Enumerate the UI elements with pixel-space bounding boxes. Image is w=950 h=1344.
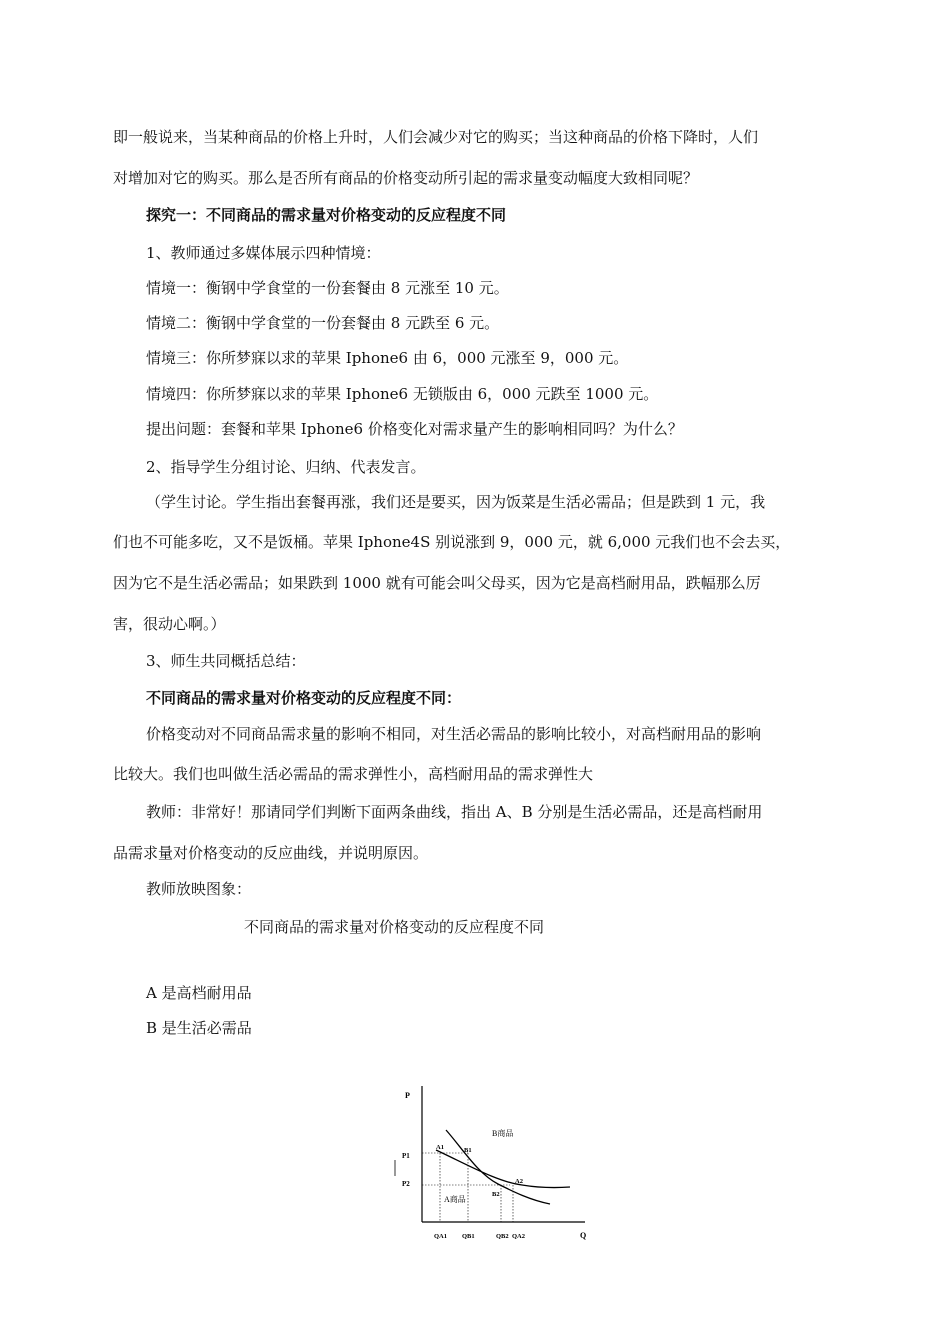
- paragraph-line: 们也不可能多吃，又不是饭桶。苹果 Iphone4S 别说涨到 9，000 元，就 6,000 元我们也不会去买，: [113, 533, 791, 551]
- point-label-b1: B1: [464, 1147, 472, 1154]
- paragraph-line: 比较大。我们也叫做生活必需品的需求弹性小，高档耐用品的需求弹性大: [113, 765, 594, 783]
- paragraph-line: 提出问题：套餐和苹果 Iphone6 价格变化对需求量产生的影响相同吗？为什么？: [146, 420, 683, 438]
- curve-a-label: A商品: [444, 1195, 466, 1204]
- tick-label-qb2: QB2: [496, 1233, 509, 1240]
- figure-caption: 不同商品的需求量对价格变动的反应程度不同: [244, 918, 545, 936]
- paragraph-line: 害，很动心啊。）: [113, 615, 226, 633]
- point-label-b2: B2: [492, 1191, 500, 1198]
- paragraph-line: 3、师生共同概括总结：: [146, 652, 306, 670]
- paragraph-line: 情境四：你所梦寐以求的苹果 Iphone6 无锁版由 6，000 元跌至 1000 元。: [146, 385, 659, 403]
- section-heading: 不同商品的需求量对价格变动的反应程度不同：: [146, 689, 462, 707]
- price-label-p2: P2: [402, 1180, 410, 1188]
- section-heading: 探究一：不同商品的需求量对价格变动的反应程度不同: [146, 206, 507, 224]
- curve-b-label: B商品: [492, 1129, 514, 1138]
- paragraph-line: 情境三：你所梦寐以求的苹果 Iphone6 由 6，000 元涨至 9，000 元。: [146, 349, 629, 367]
- paragraph-line: 对增加对它的购买。那么是否所有商品的价格变动所引起的需求量变动幅度大致相同呢？: [113, 169, 699, 187]
- point-label-a2: A2: [515, 1178, 523, 1185]
- paragraph-line: 1、教师通过多媒体展示四种情境：: [146, 244, 381, 262]
- curve-a-line: [436, 1150, 570, 1188]
- paragraph-line: 情境一：衡钢中学食堂的一份套餐由 8 元涨至 10 元。: [146, 279, 509, 297]
- tick-label-qa2: QA2: [512, 1233, 525, 1240]
- tick-label-qb1: QB1: [462, 1233, 475, 1240]
- demand-curve-diagram: [380, 1078, 610, 1253]
- x-axis-label: Q: [580, 1231, 587, 1240]
- paragraph-line: 品需求量对价格变动的反应曲线，并说明原因。: [113, 844, 429, 862]
- price-label-p1: P1: [402, 1152, 410, 1160]
- paragraph-line: 2、指导学生分组讨论、归纳、代表发言。: [146, 458, 426, 476]
- paragraph-line: 价格变动对不同商品需求量的影响不相同，对生活必需品的影响比较小，对高档耐用品的影响: [146, 725, 762, 743]
- answer-line: B 是生活必需品: [146, 1019, 252, 1037]
- paragraph-line: 教师放映图象：: [146, 880, 252, 898]
- point-label-a1: A1: [436, 1144, 444, 1151]
- paragraph-line: 因为它不是生活必需品；如果跌到 1000 就有可能会叫父母买，因为它是高档耐用品，跌幅那么厉: [113, 574, 761, 592]
- answer-line: A 是高档耐用品: [146, 984, 252, 1002]
- paragraph-line: 即一般说来，当某种商品的价格上升时，人们会减少对它的购买；当这种商品的价格下降时，人们: [113, 128, 759, 146]
- paragraph-line: （学生讨论。学生指出套餐再涨，我们还是要买，因为饭菜是生活必需品；但是跌到 1 元，我: [146, 493, 766, 511]
- y-axis-label: P: [405, 1091, 410, 1100]
- tick-label-qa1: QA1: [434, 1233, 447, 1240]
- paragraph-line: 情境二：衡钢中学食堂的一份套餐由 8 元跌至 6 元。: [146, 314, 500, 332]
- paragraph-line: 教师：非常好！那请同学们判断下面两条曲线，指出 A、B 分别是生活必需品，还是高档耐用: [146, 803, 763, 821]
